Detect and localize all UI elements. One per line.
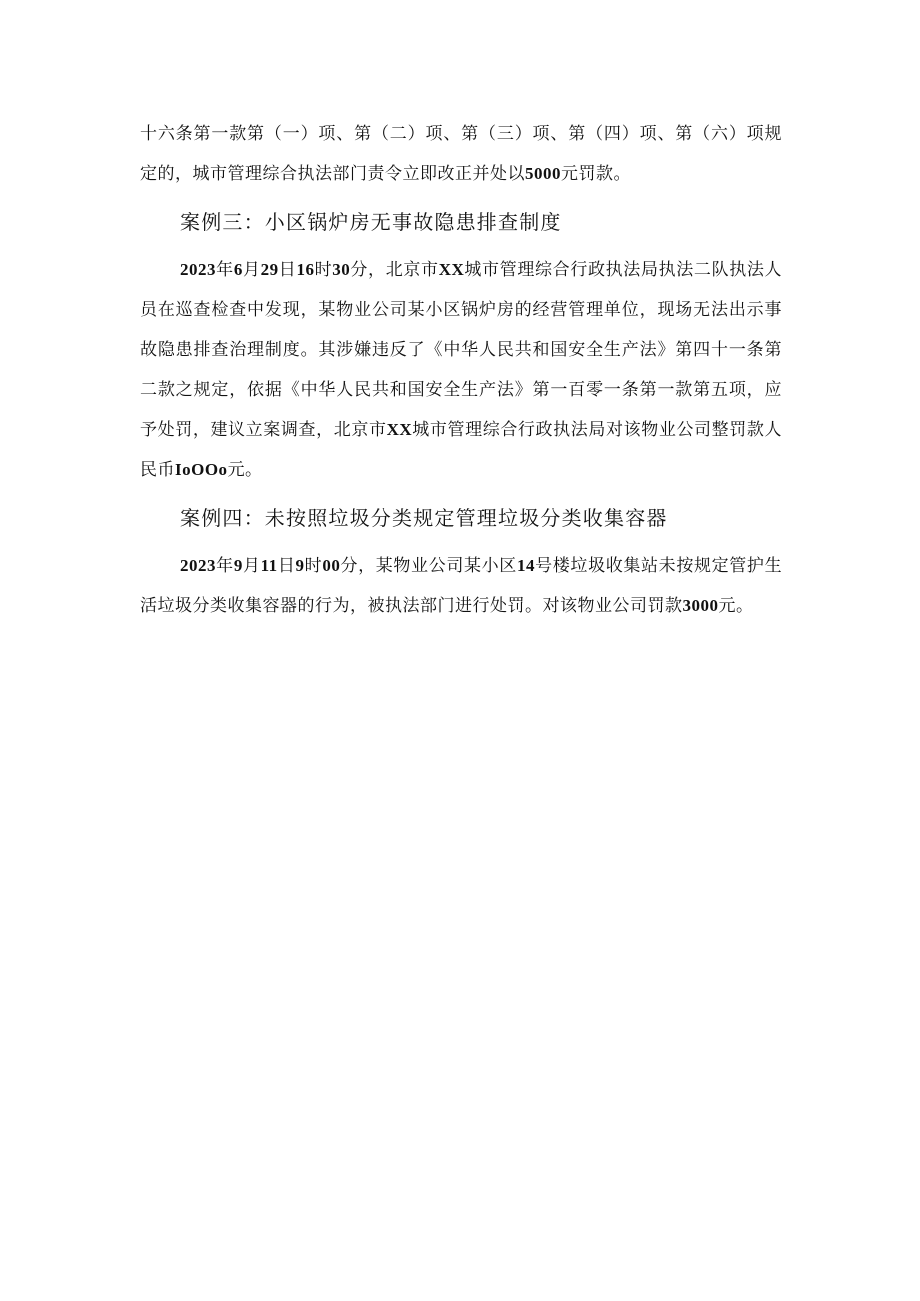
paragraph-continuation: 十六条第一款第（一）项、第（二）项、第（三）项、第（四）项、第（六）项规定的，城市管理综合执法部门责令立即改正并处以5000元罚款。 [140, 124, 782, 184]
case3-heading: 案例三：小区锅炉房无事故隐患排查制度 [180, 210, 562, 234]
document-content [140, 114, 782, 626]
case4-body: 2023年9月11日9时00分，某物业公司某小区14号楼垃圾收集站未按规定管护生活垃圾分类收集容器的行为，被执法部门进行处罚。对该物业公司罚款3000元。 [140, 556, 783, 616]
case4-heading: 案例四：未按照垃圾分类规定管理垃圾分类收集容器 [180, 506, 668, 530]
case3-body: 2023年6月29日16时30分，北京市XX城市管理综合行政执法局执法二队执法人员在巡查检查中发现，某物业公司某小区锅炉房的经营管理单位，现场无法出示事故隐患排查治理制度。其涉嫌违反了《中华人民共和国安全生产法》第四十一条第二款之规定，依据《中华人民共和国安全生产法》第一百零一条第一款第五项，应予处罚，建议立案调查，北京市XX城市管理综合行政执法局对该物业公司整罚款人民币IoOOo元。 [140, 260, 783, 480]
